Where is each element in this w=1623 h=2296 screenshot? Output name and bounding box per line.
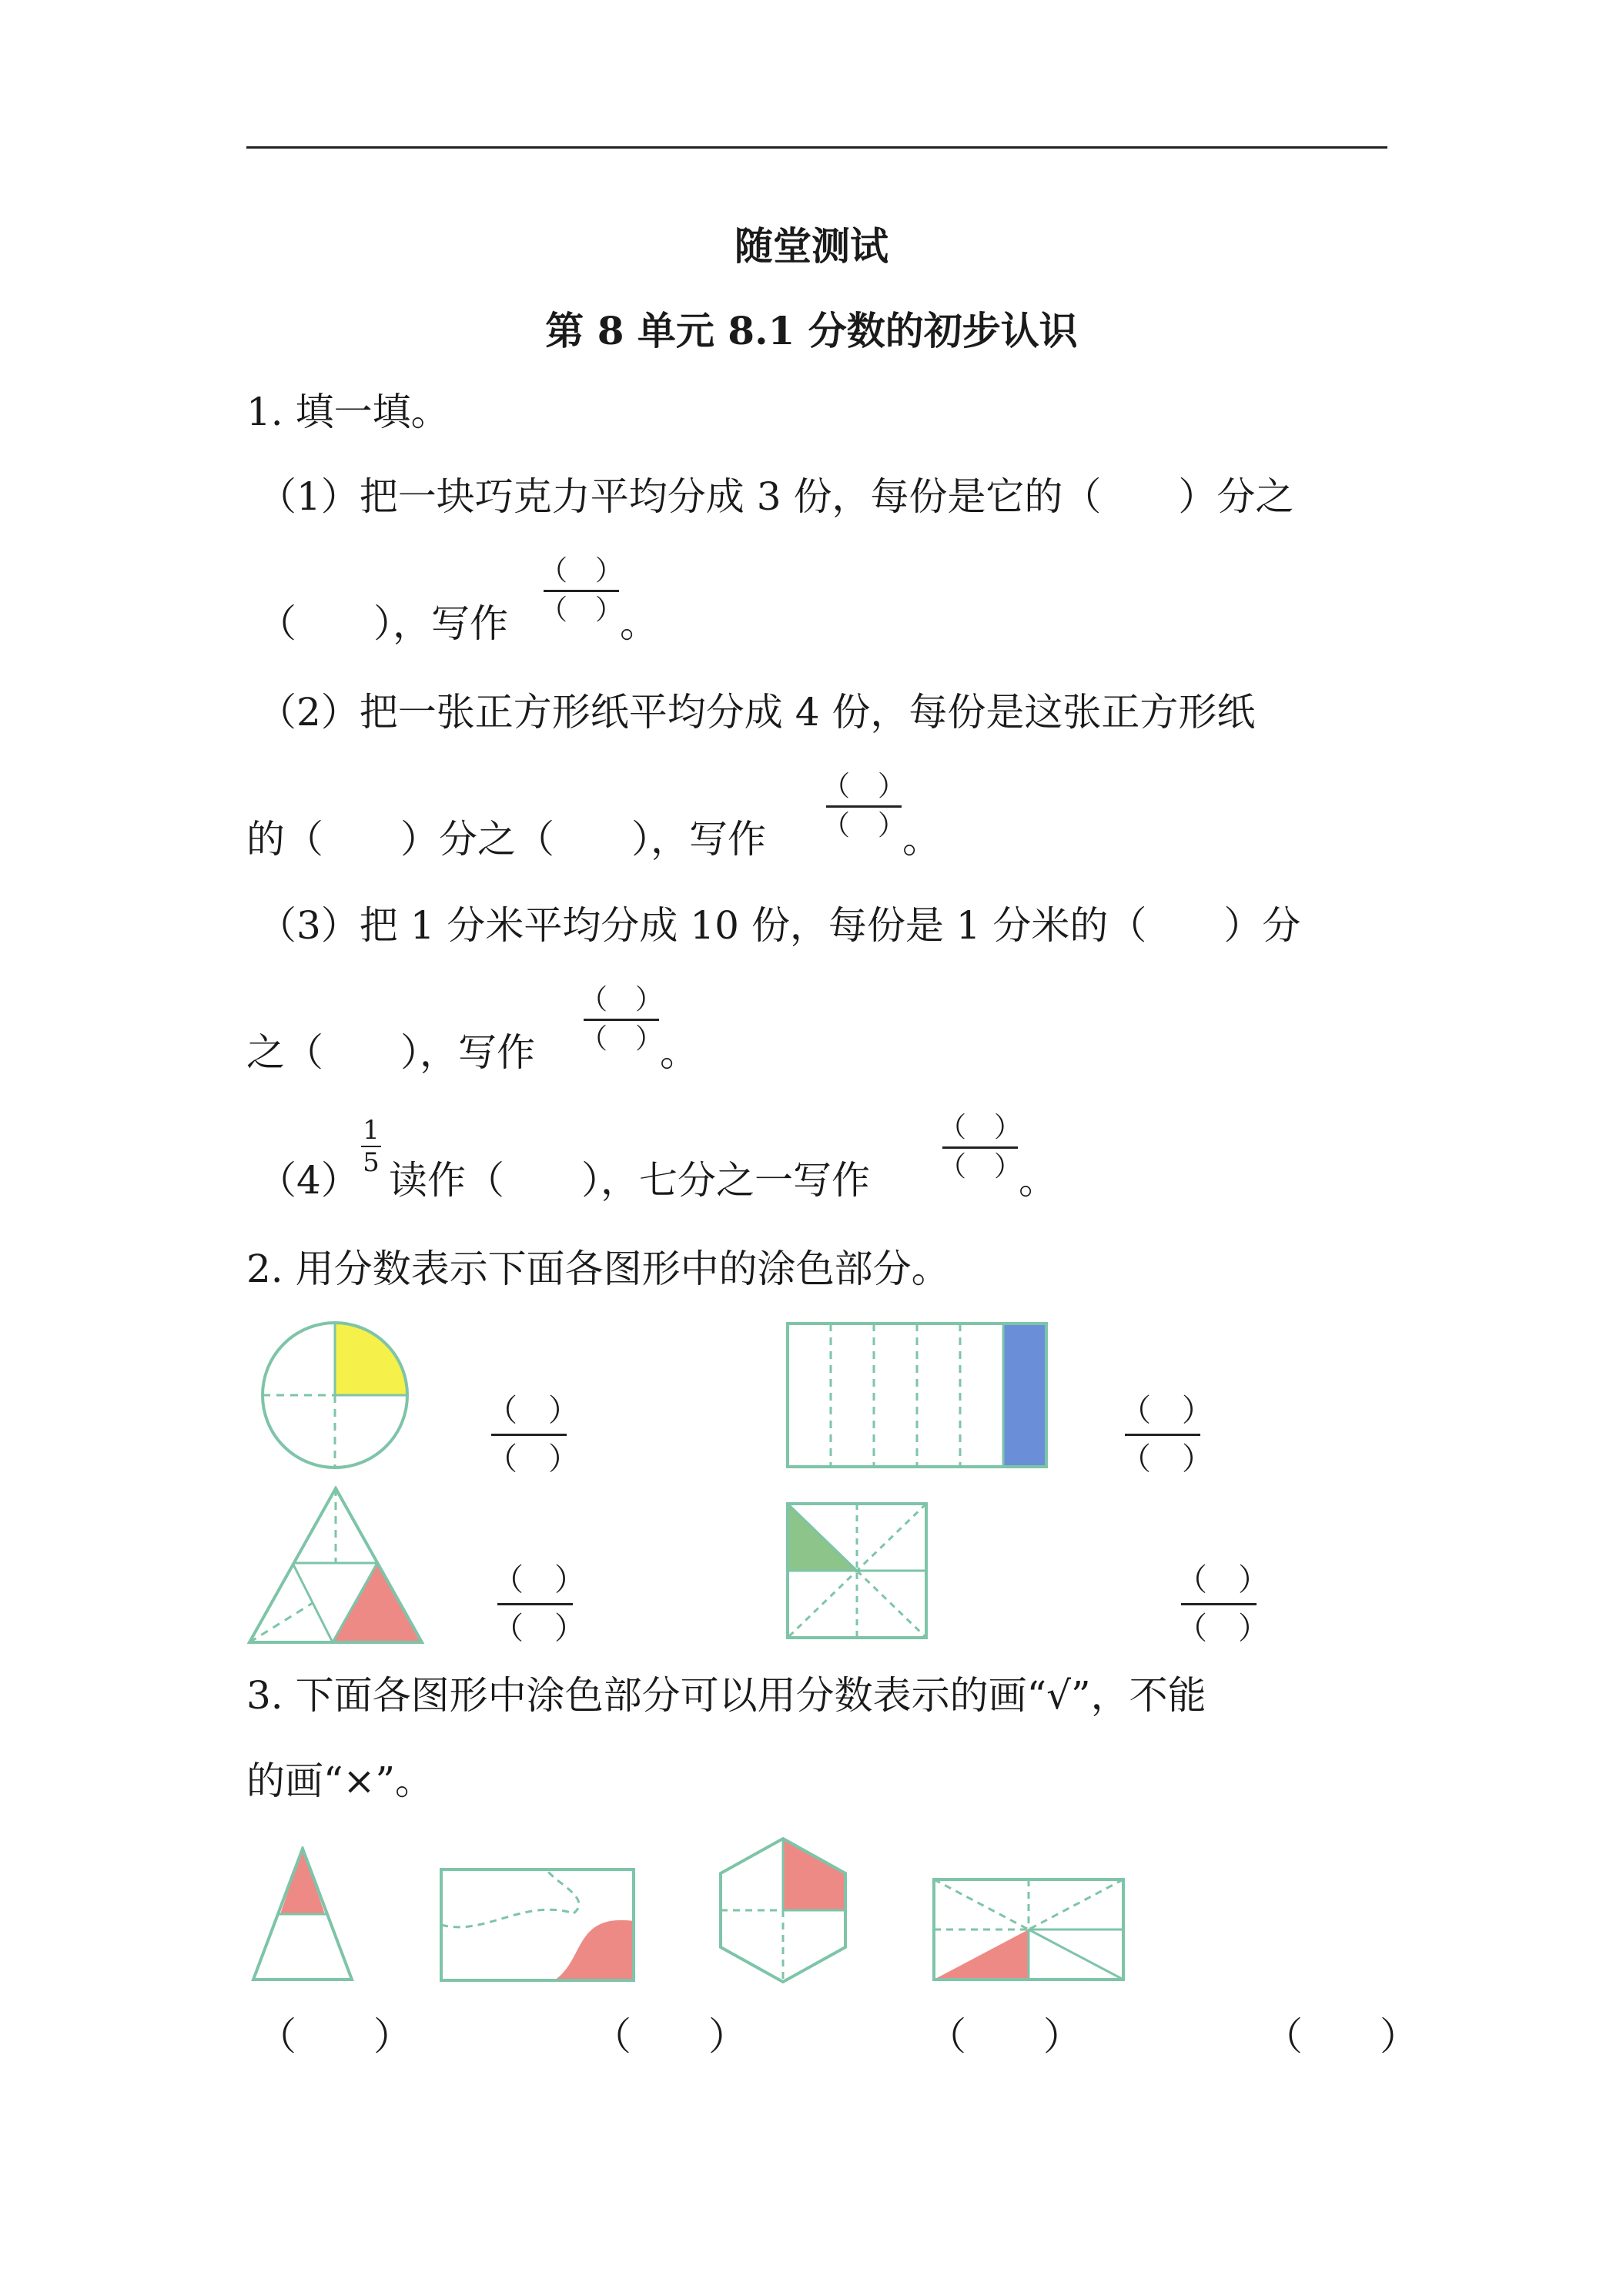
q1-item3-line2: 之（ ），写作: [246, 1030, 535, 1075]
fraction-bar: [942, 1146, 1018, 1149]
fraction-denominator-blank: （ ）: [822, 810, 905, 842]
fraction-denominator-blank: （ ）: [487, 1441, 579, 1477]
page-title: 随堂测试: [735, 223, 888, 269]
q3-diagonal-rectangle-figure: [932, 1877, 1126, 1982]
fraction-bar: [584, 1019, 659, 1021]
fraction-numerator-blank: （ ）: [938, 1112, 1022, 1143]
fraction-bar: [544, 590, 619, 592]
q2-rectangle-answer-blank[interactable]: [1120, 1393, 1213, 1477]
fraction-denominator-blank: （ ）: [539, 594, 623, 626]
q3-answer-blank-4[interactable]: （ ）: [1264, 2014, 1418, 2059]
q1-item2-line1: （2）把一张正方形纸平均分成 4 份，每份是这张正方形纸: [258, 690, 1256, 735]
q3-hexagon-figure: [718, 1836, 848, 1984]
fraction-denominator-blank: （ ）: [1120, 1441, 1213, 1477]
q1-item1-line2: （ ），写作: [258, 601, 508, 646]
fraction-numerator: 1: [363, 1115, 380, 1146]
q1-heading: 1. 填一填。: [246, 390, 450, 434]
fraction-numerator-blank: （ ）: [487, 1393, 579, 1428]
q2-square-answer-blank[interactable]: [1176, 1562, 1269, 1646]
fraction-denominator-blank: （ ）: [493, 1611, 585, 1646]
fraction-bar: [491, 1434, 567, 1436]
q1-item2-end: 。: [902, 817, 941, 862]
q2-triangle-answer-blank[interactable]: [493, 1562, 585, 1646]
fraction-numerator-blank: （ ）: [539, 555, 623, 587]
q3-curved-rectangle-figure: [439, 1867, 636, 1983]
fraction-denominator-blank: （ ）: [579, 1023, 663, 1055]
q3-answer-blank-1[interactable]: （ ）: [258, 2014, 412, 2059]
q1-item2-fraction-blank[interactable]: [822, 771, 906, 842]
circle-quarter-figure: [258, 1318, 412, 1472]
q3-triangle-figure: [250, 1846, 355, 1982]
page-subtitle: 第 8 单元 8.1 分数的初步认识: [545, 308, 1078, 353]
q3-answer-blank-2[interactable]: （ ）: [593, 2014, 747, 2059]
fraction-bar: [497, 1603, 573, 1605]
square-eighths-figure: [785, 1501, 929, 1640]
fraction-numerator-blank: （ ）: [1120, 1393, 1213, 1428]
q1-item4-end: 。: [1019, 1158, 1057, 1203]
fraction-numerator-blank: （ ）: [493, 1562, 585, 1598]
q1-item4-text: 读作（ ），七分之一写作: [389, 1158, 870, 1203]
q1-item4-fraction: [360, 1116, 383, 1176]
fraction-denominator: 5: [363, 1147, 380, 1178]
q2-heading: 2. 用分数表示下面各图形中的涂色部分。: [246, 1247, 950, 1291]
q3-heading-line2: 的画“×”。: [246, 1759, 434, 1803]
q2-circle-answer-blank[interactable]: [487, 1393, 579, 1477]
q1-item4-label: （4）: [258, 1158, 360, 1203]
q1-item3-end: 。: [660, 1030, 698, 1075]
fraction-denominator-blank: （ ）: [1176, 1611, 1269, 1646]
fraction-bar: [1181, 1603, 1257, 1605]
q1-item3-fraction-blank[interactable]: [579, 985, 664, 1055]
fraction-numerator-blank: （ ）: [1176, 1562, 1269, 1598]
triangle-subdivided-figure: [246, 1486, 425, 1645]
q1-item2-line2: 的（ ）分之（ ），写作: [246, 817, 766, 862]
q1-item3-line1: （3）把 1 分米平均分成 10 份，每份是 1 分米的（ ）分: [258, 903, 1301, 948]
top-rule: [246, 146, 1387, 149]
q3-heading-line1: 3. 下面各图形中涂色部分可以用分数表示的画“√”，不能: [246, 1673, 1206, 1718]
q1-item4-fraction-blank[interactable]: [938, 1113, 1022, 1183]
q1-item1-fraction-blank[interactable]: [539, 556, 624, 626]
rectangle-strips-figure: [785, 1321, 1049, 1469]
q1-item1-end: 。: [620, 601, 658, 646]
fraction-numerator-blank: （ ）: [579, 984, 663, 1016]
q3-answer-blank-3[interactable]: （ ）: [928, 2014, 1082, 2059]
fraction-bar: [826, 805, 902, 808]
fraction-denominator-blank: （ ）: [938, 1151, 1022, 1183]
q1-item1-line1: （1）把一块巧克力平均分成 3 份，每份是它的（ ）分之: [258, 474, 1294, 519]
fraction-bar: [1125, 1434, 1200, 1436]
fraction-numerator-blank: （ ）: [822, 771, 905, 802]
